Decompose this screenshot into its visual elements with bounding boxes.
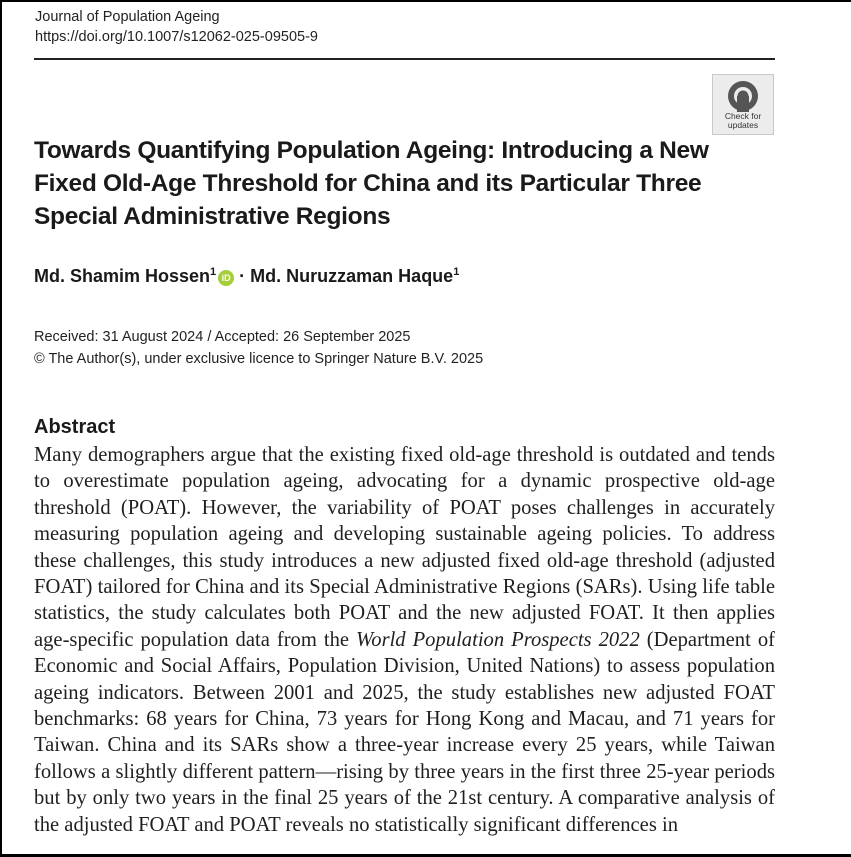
badge-line2: updates [727,120,759,130]
doi-link[interactable]: https://doi.org/10.1007/s12062-025-09505-9 [35,29,318,45]
badge-label [713,112,773,130]
author-name[interactable]: Md. Shamim Hossen [34,266,211,286]
badge-line1: Check for [724,111,762,121]
journal-name: Journal of Population Ageing [35,9,220,25]
abstract-italic-title: World Population Prospects 2022 [356,628,640,651]
received-accepted: Received: 31 August 2024 / Accepted: 26 September 2025 [34,329,411,345]
author-name[interactable]: Md. Nuruzzaman Haque [250,266,454,286]
author-separator: · [234,266,251,286]
frame-left-border [0,0,2,857]
author-list [34,266,459,287]
abstract-body [34,442,775,838]
affiliation-marker: 1 [210,266,217,278]
frame-top-border [0,0,851,2]
header-rule [34,58,775,60]
abstract-text: Many demographers argue that the existing fixed old-age threshold is outdated and tends to overestimate population ageing, advocating for a dynamic prospective old-age threshold (POAT). However, the variability of POAT poses challenges in accurately measuring population ageing and developing sustainable ageing policies. To address these challenges, this study introduces a new adjusted fixed old-age threshold (adjusted FOAT) tailored for China and its Special Administrative Regions (SARs). Using life table statistics, the study calculates both POAT and the new adjusted FOAT. It then applies age-specific population data from the [34,444,775,651]
update-icon [726,80,760,112]
orcid-icon[interactable]: iD [218,270,234,286]
copyright-line: © The Author(s), under exclusive licence to Springer Nature B.V. 2025 [34,351,484,367]
abstract-text: (Department of Economic and Social Affairs, Population Division, United Nations) to assess population ageing indicators. Between 2001 and 2025, the study establishes new adjusted FOAT benchmarks: 68 years for China, 73 years for Hong Kong and Macau, and 71 years for Taiwan. China and its SARs show a three-year increase every 25 years, while Taiwan follows a slightly different pattern—rising by three years in the first three 25-year periods but by only two years in the final 25 years of the 21st century. A comparative analysis of the adjusted FOAT and POAT reveals no statistically significant differences in [34,628,775,836]
check-for-updates-badge[interactable] [712,74,774,135]
journal-header [35,7,318,47]
publication-dates [34,326,483,370]
paper-title: Towards Quantifying Population Ageing: Introducing a New Fixed Old-Age Threshold for China and its Particular Three Special Administrative Regions [34,137,709,230]
affiliation-marker: 1 [453,266,460,278]
abstract-heading: Abstract [34,416,116,438]
